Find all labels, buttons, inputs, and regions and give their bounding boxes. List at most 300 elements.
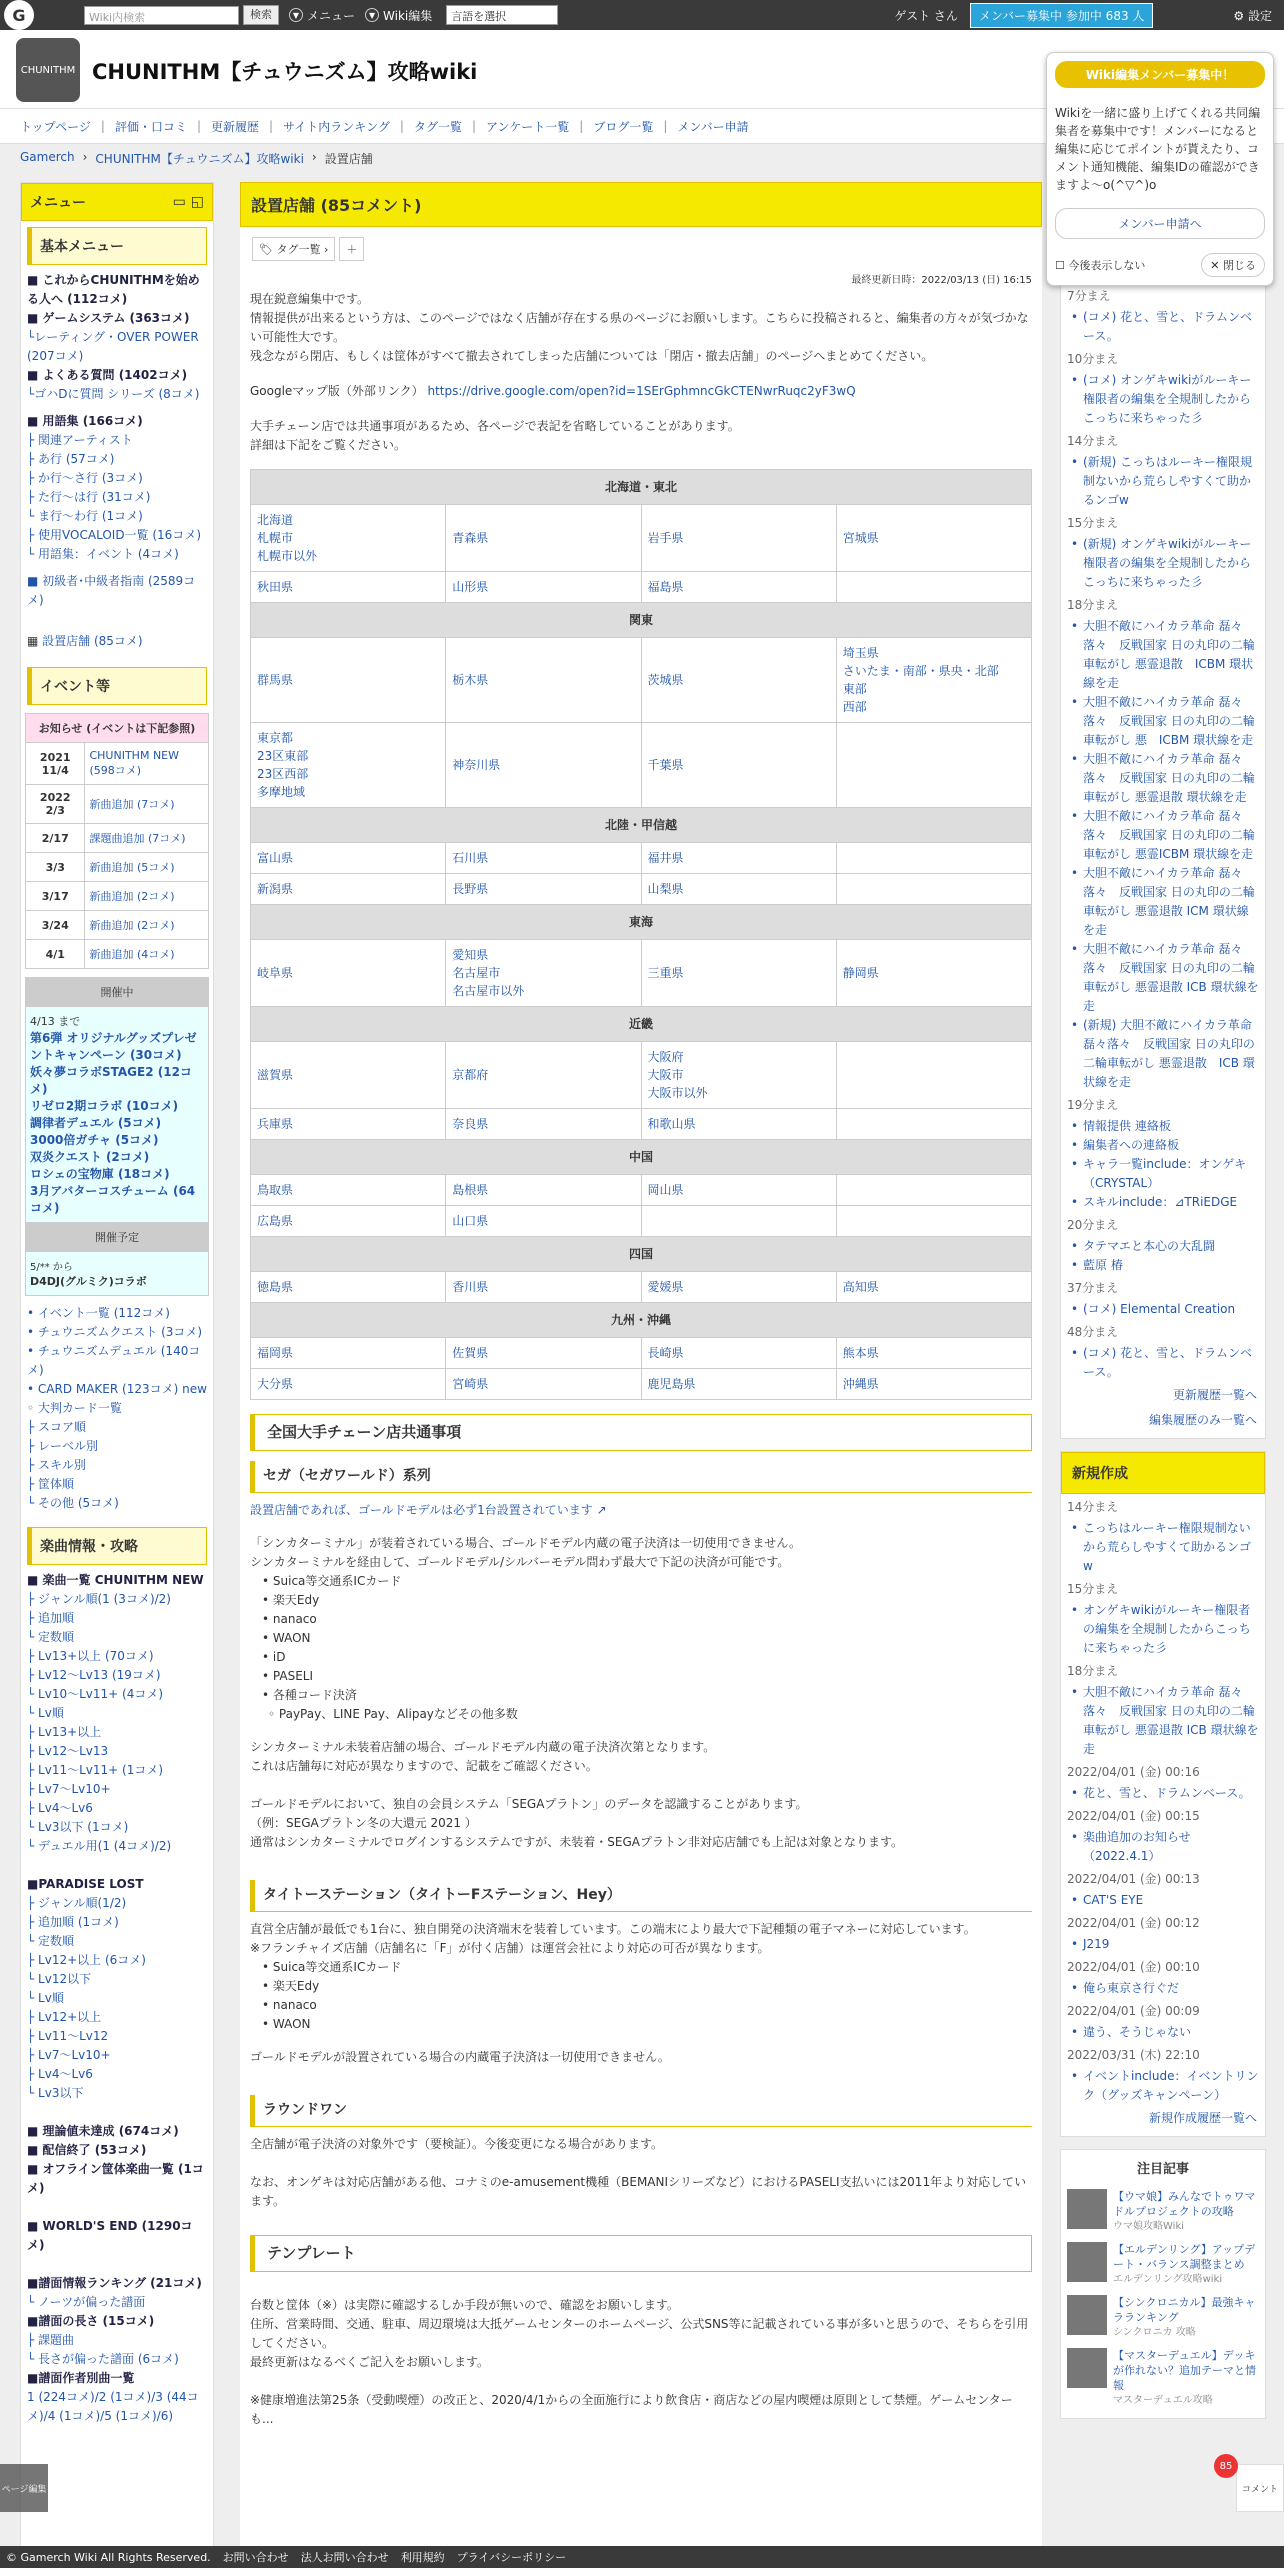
footer-link[interactable]: 利用規約	[400, 2551, 445, 2564]
prefecture-link[interactable]: 山梨県	[647, 882, 684, 896]
prefecture-cell[interactable]	[641, 505, 836, 572]
history-item[interactable]: • 大胆不敵にハイカラ革命 磊々落々 反戦国家 日の丸印の二輪車転がし 悪霊退散 ICB 環状線を走	[1061, 940, 1265, 1016]
prefecture-cell[interactable]	[446, 1272, 641, 1303]
new-pages-more[interactable]: 新規作成履歴一覧へ	[1148, 2111, 1257, 2125]
prefecture-cell[interactable]	[251, 1042, 446, 1109]
sidebar-link[interactable]	[27, 1856, 207, 1875]
history-item[interactable]: • 大胆不敵にハイカラ革命 磊々落々 反戦国家 日の丸印の二輪車転がし 悪霊退散 ICBM 環状線を走	[1061, 617, 1265, 693]
member-recruit-button[interactable]: メンバー募集中 参加中 683 人	[970, 3, 1154, 28]
menu-toggle-icon[interactable]: ▭ ◱	[172, 194, 204, 210]
prefecture-cell[interactable]	[641, 638, 836, 723]
prefecture-cell[interactable]	[836, 1369, 1031, 1400]
prefecture-link[interactable]: 山口県	[452, 1214, 489, 1228]
sidebar-link[interactable]: ├ Lv12+以上 (6コメ)	[27, 1953, 146, 1967]
notice-link[interactable]: 新曲追加 (2コメ)	[85, 882, 209, 911]
prefecture-cell[interactable]	[641, 1042, 836, 1109]
sidebar-link[interactable]: ■ 楽曲一覧 CHUNITHM NEW	[27, 1573, 204, 1587]
history-item[interactable]: • CAT'S EYE	[1061, 1891, 1265, 1910]
history-item[interactable]: • J219	[1061, 1935, 1265, 1954]
sidebar-link[interactable]	[27, 2198, 207, 2217]
prefecture-link[interactable]: 福岡県	[257, 1346, 294, 1360]
menu-button[interactable]	[289, 7, 355, 24]
featured-title[interactable]: 【エルデンリング】アップデート・バランス調整まとめ	[1113, 2243, 1256, 2271]
sidebar-link[interactable]: ■ ゲームシステム (363コメ)	[27, 311, 190, 325]
history-item[interactable]: • (新規) こっちはルーキー権限規制ないから荒らしやすくて助かるンゴw	[1061, 453, 1265, 510]
prefecture-link[interactable]: 宮城県	[842, 531, 879, 545]
prefecture-link[interactable]: 岡山県	[647, 1183, 684, 1197]
history-item[interactable]: • 楽曲追加のお知らせ（2022.4.1）	[1061, 1828, 1265, 1866]
last-updated: 最終更新日時：2022/03/13 (日) 16:15	[851, 275, 1032, 286]
history-item[interactable]: • 大胆不敵にハイカラ革命 磊々落々 反戦国家 日の丸印の二輪車転がし 悪霊ICBM 環状線を走	[1061, 807, 1265, 864]
history-item[interactable]: • 藍原 椿	[1061, 1256, 1265, 1275]
prefecture-cell[interactable]	[251, 874, 446, 905]
prefecture-cell[interactable]	[836, 505, 1031, 572]
prefecture-cell[interactable]	[251, 723, 446, 808]
prefecture-cell[interactable]	[251, 1109, 446, 1140]
prefecture-link[interactable]: 岩手県	[647, 531, 684, 545]
featured-item[interactable]	[1061, 2291, 1265, 2344]
sega-text	[250, 1534, 1032, 1572]
recent-more-link[interactable]: 更新履歴一覧へ	[1172, 1388, 1257, 1402]
prefecture-link[interactable]: 札幌市以外	[257, 549, 318, 563]
sidebar-link[interactable]: └ Lv順	[27, 1706, 64, 1720]
gmaps-label: Googleマップ版（外部リンク）	[250, 384, 424, 398]
featured-item[interactable]	[1061, 2238, 1265, 2291]
sidebar-link[interactable]: ├ 使用VOCALOID一覧 (16コメ)	[27, 528, 202, 542]
prefecture-link[interactable]: 茨城県	[647, 673, 684, 687]
nav-item[interactable]: アンケート一覧	[486, 119, 570, 134]
sidebar-link[interactable]: ├ Lv11～Lv11+ (1コメ)	[27, 1763, 164, 1777]
prefecture-link[interactable]: 滋賀県	[257, 1068, 294, 1082]
nav-separator: |	[471, 119, 477, 133]
prefecture-cell[interactable]	[446, 843, 641, 874]
sidebar-link[interactable]: ├ レーベル別	[27, 1439, 99, 1453]
prefecture-link[interactable]: さいたま・南部・県央・北部	[842, 664, 999, 678]
add-tag-button[interactable]: ＋	[339, 237, 364, 261]
breadcrumb-gamerch[interactable]: Gamerch	[20, 150, 75, 164]
notice-link[interactable]: 課題曲追加 (7コメ)	[85, 824, 209, 853]
history-item[interactable]: • 花と、雪と、ドラムンベース。	[1061, 1784, 1265, 1803]
prefecture-link[interactable]: 鹿児島県	[647, 1377, 696, 1391]
sidebar-link[interactable]: ├ 筐体順	[27, 1477, 75, 1491]
prefecture-cell[interactable]	[641, 1109, 836, 1140]
prefecture-cell[interactable]	[641, 723, 836, 808]
sidebar-link[interactable]: └ デュエル用(1 (4コメ)/2)	[27, 1839, 172, 1853]
sidebar-link[interactable]: └ ま行～わ行 (1コメ)	[27, 509, 143, 523]
prefecture-cell	[836, 723, 1031, 808]
prefecture-cell[interactable]	[251, 1338, 446, 1369]
payment-item: • WAON	[262, 1631, 311, 1645]
gmaps-link[interactable]: https://drive.google.com/open?id=1SErGphmncGkCTENwrRuqc2yF3wQ	[427, 384, 856, 398]
external-link-icon: ↗	[596, 1503, 607, 1517]
prefecture-cell[interactable]	[251, 1272, 446, 1303]
settings-button[interactable]	[1233, 7, 1272, 24]
prefecture-link[interactable]: 奈良県	[452, 1117, 489, 1131]
prefecture-link[interactable]: 神奈川県	[452, 758, 501, 772]
tag-list-button[interactable]: 🏷 タグ一覧 ›	[252, 237, 335, 261]
sidebar-link[interactable]: ■ 配信終了 (53コメ)	[27, 2143, 147, 2157]
region-header: 関東	[251, 603, 1032, 638]
gamerch-logo[interactable]: G	[4, 0, 34, 30]
notice-link[interactable]: CHUNITHM NEW (598コメ)	[85, 743, 209, 785]
sidebar-link[interactable]: ├ 関連アーティスト	[27, 433, 133, 447]
prefecture-link[interactable]: 東部	[842, 682, 867, 696]
guide-link[interactable]: ■ 初級者･中級者指南 (2589コメ)	[27, 574, 196, 607]
history-item[interactable]: • 情報提供 連絡板	[1061, 1117, 1265, 1136]
sidebar-link[interactable]: └レーティング・OVER POWER (207コメ)	[27, 330, 199, 363]
prefecture-cell[interactable]	[251, 1175, 446, 1206]
sidebar-link[interactable]: ■ WORLD'S END (1290コメ)	[27, 2219, 193, 2252]
prefecture-link[interactable]: 群馬県	[257, 673, 294, 687]
footer-link[interactable]: お問い合わせ	[222, 2551, 289, 2564]
sidebar-link[interactable]: ■譜面の長さ (15コメ)	[27, 2314, 155, 2328]
sidebar-link[interactable]	[27, 2255, 207, 2274]
sidebar-link[interactable]: ├ Lv7～Lv10+	[27, 1782, 111, 1796]
sidebar-link[interactable]: ├ スキル別	[27, 1458, 86, 1472]
nav-item[interactable]: トップページ	[20, 119, 91, 134]
nav-separator: |	[269, 119, 274, 133]
sidebar-link[interactable]: ■ よくある質問 (1402コメ)	[27, 368, 188, 382]
prefecture-cell[interactable]	[641, 1369, 836, 1400]
nav-item[interactable]: タグ一覧	[413, 119, 462, 134]
history-item[interactable]: • 俺ら東京さ行ぐだ	[1061, 1979, 1265, 1998]
prefecture-link[interactable]: 大阪市	[647, 1068, 684, 1082]
prefecture-cell[interactable]	[836, 940, 1031, 1007]
sidebar-link[interactable]: ├ あ行 (57コメ)	[27, 452, 115, 466]
notice-date: 4/1	[26, 940, 85, 969]
history-item[interactable]: • 大胆不敵にハイカラ革命 磊々落々 反戦国家 日の丸印の二輪車転がし 悪 ICBM 環状線を走	[1061, 693, 1265, 750]
sidebar-link[interactable]: ├ 追加順	[27, 1611, 75, 1625]
prefecture-link[interactable]: 京都府	[452, 1068, 489, 1082]
history-item[interactable]: • 大胆不敵にハイカラ革命 磊々落々 反戦国家 日の丸印の二輪車転がし 悪霊退散 ICM 環状線を走	[1061, 864, 1265, 940]
prefecture-link[interactable]: 北海道	[257, 513, 294, 527]
site-title[interactable]: CHUNITHM【チュウニズム】攻略wiki	[92, 60, 478, 84]
prefecture-cell[interactable]	[641, 1272, 836, 1303]
prefecture-link[interactable]: 西部	[842, 700, 867, 714]
footer-link[interactable]: 法人お問い合わせ	[300, 2551, 389, 2564]
chain-note	[250, 417, 1032, 455]
featured-title[interactable]: 【シンクロニカル】最強キャラランキング	[1113, 2296, 1256, 2324]
sidebar-link[interactable]: ◦ 大判カード一覧	[27, 1401, 122, 1415]
sidebar-link[interactable]: ├ 課題曲	[27, 2333, 75, 2347]
history-item[interactable]: • スキルinclude：⊿TRiEDGE	[1061, 1193, 1265, 1212]
prefecture-link[interactable]: 熊本県	[842, 1346, 879, 1360]
nav-item[interactable]: ブログ一覧	[593, 119, 654, 134]
event-links	[21, 1304, 213, 1513]
prefecture-link[interactable]: 兵庫県	[257, 1117, 294, 1131]
holding-item[interactable]: リゼロ2期コラボ (10コメ)	[30, 1099, 179, 1113]
prefecture-link[interactable]: 青森県	[452, 531, 489, 545]
history-item[interactable]: • (コメ) Elemental Creation	[1061, 1300, 1265, 1319]
prefecture-link[interactable]: 福井県	[647, 851, 684, 865]
nav-separator: |	[100, 119, 105, 133]
sidebar-link[interactable]: ├ か行～さ行 (3コメ)	[27, 471, 143, 485]
sidebar-link[interactable]: ├ スコア順	[27, 1420, 87, 1434]
prefecture-link[interactable]: 鳥取県	[257, 1183, 294, 1197]
prefecture-cell[interactable]	[251, 572, 446, 603]
sidebar-link[interactable]: ├ ジャンル順(1/2)	[27, 1896, 127, 1910]
notice-link[interactable]: 新曲追加 (7コメ)	[85, 785, 209, 824]
prefecture-cell[interactable]	[446, 572, 641, 603]
history-item[interactable]: • タテマエと本心の大乱闘	[1061, 1237, 1265, 1256]
prefecture-cell[interactable]	[641, 874, 836, 905]
sidebar-link[interactable]: └ Lv順	[27, 1991, 64, 2005]
sidebar-link[interactable]: └ Lv3以下	[27, 2086, 84, 2100]
notice-table	[25, 713, 209, 969]
site-logo[interactable]: CHUNITHM	[16, 38, 80, 102]
holding-item[interactable]: 双炎クエスト (2コメ)	[30, 1150, 150, 1164]
prefecture-link[interactable]: 広島県	[257, 1214, 294, 1228]
prefecture-cell[interactable]	[641, 572, 836, 603]
prefecture-cell	[836, 572, 1031, 603]
holding-item[interactable]: 3月アバターコスチューム (64コメ)	[30, 1184, 196, 1215]
sidebar-link[interactable]: ■ オフライン筐体楽曲一覧 (1コメ)	[27, 2162, 204, 2195]
sidebar-link[interactable]: ■譜面作者別曲一覧	[27, 2371, 135, 2385]
comment-button[interactable]: コメント	[1236, 2464, 1284, 2512]
gear-icon: ⚙	[1233, 8, 1248, 23]
prefecture-link[interactable]: 山形県	[452, 580, 489, 594]
prefecture-cell[interactable]	[251, 1369, 446, 1400]
prefecture-link[interactable]: 静岡県	[842, 966, 879, 980]
prefecture-link[interactable]: 徳島県	[257, 1280, 294, 1294]
sidebar-link[interactable]: ■ これからCHUNITHMを始める人へ (112コメ)	[27, 273, 200, 306]
prefecture-cell[interactable]	[446, 874, 641, 905]
featured-source: シンクロニカ 攻略	[1113, 2327, 1196, 2338]
nav-item[interactable]: 評価・口コミ	[114, 119, 187, 134]
sidebar-link[interactable]: ├ ジャンル順(1 (3コメ)/2)	[27, 1592, 171, 1606]
prefecture-link[interactable]: 札幌市	[257, 531, 294, 545]
featured-title[interactable]: 【ウマ娘】みんなでトゥワマドルプロジェクトの攻略	[1113, 2190, 1256, 2218]
featured-item[interactable]	[1061, 2185, 1265, 2238]
featured-source: エルデンリング攻略wiki	[1113, 2274, 1223, 2285]
prefecture-cell[interactable]	[251, 505, 446, 572]
history-item[interactable]: • 編集者への連絡板	[1061, 1136, 1265, 1155]
page-edit-button[interactable]: ページ編集	[0, 2464, 48, 2512]
sidebar-link[interactable]: └ 用語集：イベント (4コメ)	[27, 547, 179, 561]
prefecture-link[interactable]: 埼玉県	[842, 646, 879, 660]
sidebar-link[interactable]: └ その他 (5コメ)	[27, 1496, 119, 1510]
prefecture-cell[interactable]	[446, 1109, 641, 1140]
nav-separator: |	[399, 119, 404, 133]
prefecture-link[interactable]: 島根県	[452, 1183, 489, 1197]
prefecture-cell[interactable]	[446, 1042, 641, 1109]
featured-title[interactable]: 【マスターデュエル】デッキが作れない？追加テーマと情報	[1113, 2349, 1256, 2392]
prefecture-cell[interactable]	[446, 638, 641, 723]
payment-item: • Suica等交通系ICカード	[262, 1960, 402, 1974]
popup-join-button[interactable]: メンバー申請へ	[1055, 208, 1265, 239]
prefecture-link[interactable]: 大阪府	[647, 1050, 684, 1064]
holding-item[interactable]: 3000倍ガチャ (5コメ)	[30, 1133, 159, 1147]
payment-item: • nanaco	[262, 1998, 317, 2012]
prefecture-cell[interactable]	[641, 843, 836, 874]
popup-close-button[interactable]: ✕ 閉じる	[1201, 253, 1265, 277]
holding-item[interactable]: 妖々夢コラボSTAGE2 (12コメ)	[30, 1065, 192, 1096]
featured-thumbnail	[1067, 2189, 1107, 2229]
prefecture-cell[interactable]	[446, 723, 641, 808]
language-select[interactable]: 言語を選択	[446, 5, 558, 25]
sidebar-link[interactable]: └ 定数順	[27, 1934, 75, 1948]
notice-link[interactable]: 新曲追加 (5コメ)	[85, 853, 209, 882]
prefecture-link[interactable]: 愛媛県	[647, 1280, 684, 1294]
sidebar-link[interactable]: • イベント一覧 (112コメ)	[27, 1306, 170, 1320]
prefecture-link[interactable]: 石川県	[452, 851, 489, 865]
sidebar-link[interactable]: ├ Lv4～Lv6	[27, 1801, 93, 1815]
prefecture-link[interactable]: 富山県	[257, 851, 294, 865]
prefecture-cell[interactable]	[836, 1272, 1031, 1303]
prefecture-cell[interactable]	[251, 1206, 446, 1237]
sidebar-link[interactable]: ├ た行～は行 (31コメ)	[27, 490, 151, 504]
history-item[interactable]: • 大胆不敵にハイカラ革命 磊々落々 反戦国家 日の丸印の二輪車転がし 悪霊退散 ICB 環状線を走	[1061, 1683, 1265, 1759]
text-line	[250, 2154, 1032, 2173]
text-line: 残念ながら閉店、もしくは筐体がすべて撤去されてしまった店舗については「閉店・撤去店舗」のページへまとめてください。	[250, 349, 934, 363]
history-item[interactable]: • (新規) 大胆不敵にハイカラ革命 磊々落々 反戦国家 日の丸印の二輪車転がし 悪霊退散 ICB 環状線を走	[1061, 1016, 1265, 1092]
featured-item[interactable]	[1061, 2344, 1265, 2412]
sidebar-link[interactable]: └ Lv3以下 (1コメ)	[27, 1820, 129, 1834]
holding-item[interactable]: 第6弾 オリジナルグッズプレゼントキャンペーン (30コメ)	[30, 1031, 197, 1062]
plan-item[interactable]: D4DJ(グルミク)コラボ	[30, 1275, 147, 1288]
sidebar-link[interactable]: ├ Lv11～Lv12	[27, 2029, 109, 2043]
prefecture-link[interactable]: 東京都	[257, 731, 294, 745]
prefecture-link[interactable]: 愛知県	[452, 948, 489, 962]
prefecture-link[interactable]: 岐阜県	[257, 966, 294, 980]
prefecture-cell[interactable]	[446, 940, 641, 1007]
sidebar-link[interactable]: ├ Lv13+以上 (70コメ)	[27, 1649, 154, 1663]
prefecture-cell[interactable]	[836, 638, 1031, 723]
sidebar-link[interactable]: ■譜面情報ランキング (21コメ)	[27, 2276, 202, 2290]
sidebar-link[interactable]: ├ Lv12+以上	[27, 2010, 102, 2024]
sega-lead[interactable]: 設置店舗であれば、ゴールドモデルは必ず1台設置されています ↗	[250, 1503, 607, 1517]
prefecture-link[interactable]: 佐賀県	[452, 1346, 489, 1360]
payment-item: • 各種コード決済	[262, 1688, 357, 1702]
sidebar-link[interactable]: 1 (224コメ)/2 (1コメ)/3 (44コメ)/4 (1コメ)/5 (1コメ)/6)	[27, 2390, 199, 2423]
history-item[interactable]: • オンゲキwikiがルーキー権限者の編集を全規制したからこっちに来ちゃった彡	[1061, 1601, 1265, 1658]
prefecture-link[interactable]: 三重県	[647, 966, 684, 980]
prefecture-cell[interactable]	[251, 638, 446, 723]
nav-item[interactable]: メンバー申請	[677, 119, 749, 134]
prefecture-cell[interactable]	[446, 505, 641, 572]
checkbox-icon: ☐	[1055, 259, 1069, 272]
prefecture-link[interactable]: 千葉県	[647, 758, 684, 772]
prefecture-link[interactable]: 宮崎県	[452, 1377, 489, 1391]
history-item[interactable]: • 大胆不敵にハイカラ革命 磊々落々 反戦国家 日の丸印の二輪車転がし 悪霊退散 環状線を走	[1061, 750, 1265, 807]
prefecture-cell[interactable]	[446, 1369, 641, 1400]
sidebar-link[interactable]: ■ 理論値未達成 (674コメ)	[27, 2124, 179, 2138]
prefecture-link[interactable]: 新潟県	[257, 882, 294, 896]
sidebar-link[interactable]: • チュウニズムデュエル (140コメ)	[27, 1344, 201, 1377]
history-item[interactable]: • (コメ) オンゲキwikiがルーキー権限者の編集を全規制したからこっちに来ちゃった彡	[1061, 371, 1265, 428]
sidebar-link[interactable]: └ Lv10～Lv11+ (4コメ)	[27, 1687, 164, 1701]
prefecture-cell[interactable]	[641, 1175, 836, 1206]
prefecture-link[interactable]: 名古屋市	[452, 966, 501, 980]
songs-title: 楽曲情報・攻略	[27, 1527, 207, 1565]
taito-text	[250, 1920, 1032, 1958]
sidebar-link[interactable]: ├ Lv12～Lv13	[27, 1744, 109, 1758]
history-item[interactable]: • 違う、そうじゃない	[1061, 2023, 1265, 2042]
prefecture-link[interactable]: 大分県	[257, 1377, 294, 1391]
notice-link[interactable]: 新曲追加 (4コメ)	[85, 940, 209, 969]
basic-menu-title: 基本メニュー	[27, 227, 207, 265]
prefecture-cell[interactable]	[446, 1338, 641, 1369]
sidebar-link[interactable]: • CARD MAKER (123コメ) new	[27, 1382, 207, 1396]
prefecture-link[interactable]: 大阪市以外	[647, 1086, 708, 1100]
text-line: 全店舗が電子決済の対象外です（要検証）。今後変更になる場合があります。	[250, 2137, 664, 2151]
history-item[interactable]: • キャラ一覧include：オンゲキ（CRYSTAL）	[1061, 1155, 1265, 1193]
sidebar-link[interactable]: ├ Lv12～Lv13 (19コメ)	[27, 1668, 161, 1682]
prefecture-link[interactable]: 沖縄県	[842, 1377, 879, 1391]
comment-count[interactable]: (85コメント)	[320, 196, 422, 215]
prefecture-link[interactable]: 高知県	[842, 1280, 879, 1294]
recent-more-link[interactable]: 編集履歴のみ一覧へ	[1148, 1413, 1257, 1427]
history-item[interactable]: • こっちはルーキー権限規制ないから荒らしやすくて助かるンゴw	[1061, 1519, 1265, 1576]
text-line: 「シンカターミナル」が装着されている場合、ゴールドモデル内蔵の電子決済は一切使用できません。	[250, 1536, 801, 1550]
nav-item[interactable]: 更新履歴	[211, 119, 260, 134]
prefecture-cell[interactable]	[641, 940, 836, 1007]
prefecture-link[interactable]: 秋田県	[257, 580, 294, 594]
prefecture-cell	[836, 1042, 1031, 1109]
prefecture-link[interactable]: 栃木県	[452, 673, 489, 687]
prefecture-link[interactable]: 香川県	[452, 1280, 489, 1294]
sidebar-link[interactable]: └ 定数順	[27, 1630, 75, 1644]
sidebar-link[interactable]: └ ノーツが偏った譜面	[27, 2295, 146, 2309]
sidebar-link[interactable]: └ Lv12以下	[27, 1972, 92, 1986]
sidebar-link[interactable]: └ゴハDに質問 シリーズ (8コメ)	[27, 387, 200, 401]
prefecture-link[interactable]: 長野県	[452, 882, 489, 896]
sidebar-link[interactable]	[27, 2103, 207, 2122]
sidebar-link[interactable]: └ 長さが偏った譜面 (6コメ)	[27, 2352, 179, 2366]
wiki-edit-button[interactable]	[365, 7, 432, 24]
breadcrumb: Gamerch › CHUNITHM【チュウニズム】攻略wiki › 設置店舗	[20, 150, 373, 166]
holding-item[interactable]: ロシェの宝物庫 (18コメ)	[30, 1167, 170, 1181]
history-item[interactable]: • (コメ) 花と、雪と、ドラムンベース。	[1061, 308, 1265, 346]
search-button[interactable]: 検索	[243, 5, 279, 25]
shop-link[interactable]: 設置店舗 (85コメ)	[42, 634, 143, 648]
prefecture-link[interactable]: 和歌山県	[647, 1117, 696, 1131]
sidebar-link[interactable]: ├ Lv7～Lv10+	[27, 2048, 111, 2062]
sidebar-link[interactable]: ├ Lv13+以上	[27, 1725, 102, 1739]
nav-item[interactable]: サイト内ランキング	[283, 119, 390, 134]
search-input[interactable]: Wiki内検索	[84, 6, 239, 25]
text-line: 直営全店舗が最低でも1台に、独自開発の決済端末を装着しています。この端末により最大で下記種類の電子マネーに対応しています。	[250, 1922, 976, 1936]
sidebar-link[interactable]: ■ 用語集 (166コメ)	[27, 414, 143, 428]
sidebar-link[interactable]: ├ Lv4～Lv6	[27, 2067, 93, 2081]
chevron-down-icon: ▼	[365, 8, 379, 22]
sidebar-link[interactable]: • チュウニズムクエスト (3コメ)	[27, 1325, 203, 1339]
footer-link[interactable]: プライバシーポリシー	[456, 2551, 567, 2564]
prefecture-link[interactable]: 多摩地域	[257, 785, 306, 799]
history-item[interactable]: • (新規) オンゲキwikiがルーキー権限者の編集を全規制したからこっちに来ちゃった彡	[1061, 535, 1265, 592]
prefecture-link[interactable]: 23区東部	[257, 749, 309, 763]
prefecture-cell[interactable]	[641, 1338, 836, 1369]
history-item[interactable]: • イベントinclude：イベントリンク（グッズキャンペーン）	[1061, 2067, 1265, 2105]
popup-hide-checkbox[interactable]: ☐ 今後表示しない	[1055, 259, 1146, 272]
featured-thumbnail	[1067, 2348, 1107, 2388]
prefecture-link[interactable]: 長崎県	[647, 1346, 684, 1360]
prefecture-cell[interactable]	[251, 843, 446, 874]
prefecture-link[interactable]: 福島県	[647, 580, 684, 594]
prefecture-link[interactable]: 23区西部	[257, 767, 309, 781]
sidebar-link[interactable]: ■PARADISE LOST	[27, 1877, 144, 1891]
holding-item[interactable]: 調律者デュエル (5コメ)	[30, 1116, 162, 1130]
prefecture-link[interactable]: 名古屋市以外	[452, 984, 525, 998]
prefecture-cell[interactable]	[446, 1175, 641, 1206]
history-item[interactable]: • (コメ) 花と、雪と、ドラムンベース。	[1061, 1344, 1265, 1382]
notice-link[interactable]: 新曲追加 (2コメ)	[85, 911, 209, 940]
prefecture-cell[interactable]	[446, 1206, 641, 1237]
prefecture-cell[interactable]	[251, 940, 446, 1007]
sidebar-link[interactable]: ├ 追加順 (1コメ)	[27, 1915, 119, 1929]
prefecture-cell[interactable]	[836, 1338, 1031, 1369]
breadcrumb-wiki[interactable]: CHUNITHM【チュウニズム】攻略wiki	[95, 152, 304, 166]
